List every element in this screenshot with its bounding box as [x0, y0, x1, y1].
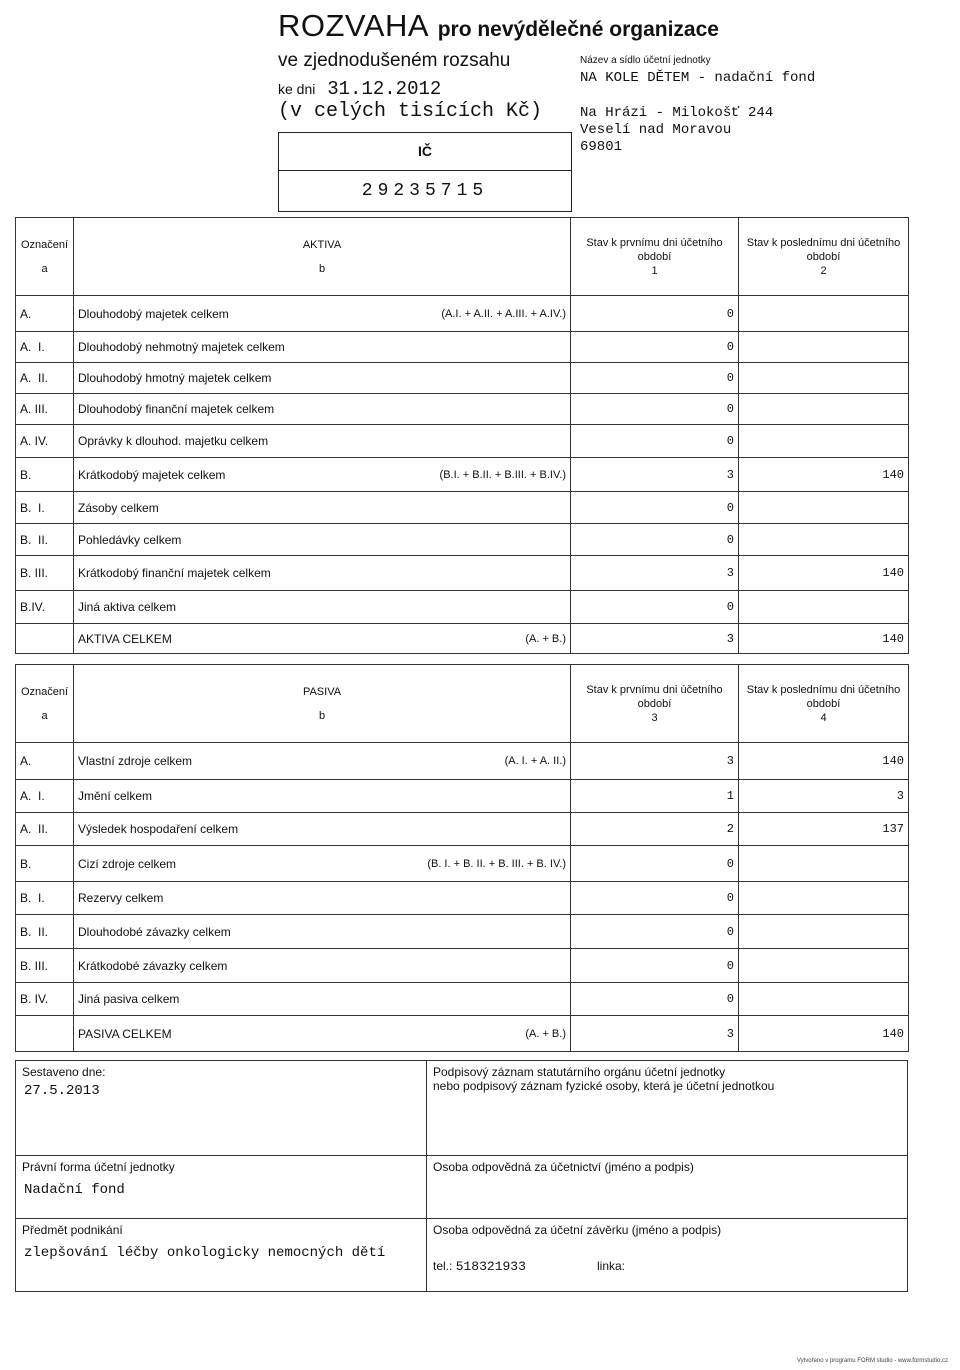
row-value-start[interactable]: 1	[571, 780, 739, 813]
date-value: 31.12.2012	[327, 78, 442, 100]
row-formula: (A. I. + A. II.)	[504, 755, 566, 767]
pasiva-col-2	[739, 665, 909, 743]
row-code	[16, 1016, 74, 1052]
row-code: A.	[16, 743, 74, 780]
row-code: B. II.	[16, 915, 74, 949]
row-value-start[interactable]: 3	[571, 556, 739, 591]
pasiva-col-1	[571, 665, 739, 743]
row-description	[74, 492, 571, 524]
row-value-start[interactable]: 2	[571, 813, 739, 846]
subtitle: ve zjednodušeném rozsahu	[278, 50, 511, 71]
pasiva-header-row	[16, 665, 909, 743]
org-zip: 69801	[580, 139, 623, 155]
row-label: Pohledávky celkem	[78, 532, 182, 547]
signature-label-1: Podpisový záznam statutárního orgánu účetní jednotky	[433, 1065, 726, 1079]
closing-person-label: Osoba odpovědná za účetní závěrku (jméno a podpis)	[433, 1223, 722, 1237]
compiled-value[interactable]: 27.5.2013	[24, 1083, 100, 1099]
row-value-end[interactable]: 140	[739, 556, 909, 591]
aktiva-col-2	[739, 218, 909, 296]
pasiva-body	[16, 743, 909, 1052]
row-formula: (B. I. + B. II. + B. III. + B. IV.)	[427, 857, 566, 870]
row-label: Dlouhodobý majetek celkem	[78, 306, 229, 321]
row-label: Dlouhodobý nehmotný majetek celkem	[78, 340, 285, 354]
row-code: A. II.	[16, 363, 74, 394]
pasiva-col-a-sub: a	[41, 709, 48, 722]
row-description	[74, 949, 571, 983]
row-label: Vlastní zdroje celkem	[78, 754, 193, 768]
row-value-start[interactable]: 3	[571, 458, 739, 492]
row-label: Rezervy celkem	[78, 891, 164, 905]
aktiva-col-2-label: Stav k poslednímu dni účetního období	[746, 236, 901, 263]
row-value-start[interactable]: 0	[571, 425, 739, 458]
business-label: Předmět podnikání	[22, 1223, 123, 1237]
row-value-start[interactable]: 0	[571, 915, 739, 949]
row-code: A. IV.	[16, 425, 74, 458]
row-value-start[interactable]: 0	[571, 882, 739, 915]
row-value-start[interactable]: 0	[571, 591, 739, 624]
ic-box	[278, 132, 572, 212]
row-value-end[interactable]: 140	[739, 1016, 909, 1052]
row-code: B.IV.	[16, 591, 74, 624]
row-code: A. I.	[16, 780, 74, 813]
row-value-end[interactable]	[739, 394, 909, 425]
row-code: A.	[16, 296, 74, 332]
row-value-end[interactable]	[739, 425, 909, 458]
row-code: A. I.	[16, 332, 74, 363]
pasiva-col-1-label: Stav k prvnímu dni účetního období	[586, 683, 723, 710]
row-formula: (A.I. + A.II. + A.III. + A.IV.)	[441, 307, 566, 320]
row-value-start[interactable]: 0	[571, 949, 739, 983]
aktiva-row	[16, 624, 909, 654]
closing-person-cell[interactable]	[426, 1218, 908, 1292]
row-value-start[interactable]: 3	[571, 624, 739, 654]
row-code	[16, 624, 74, 654]
row-description	[74, 1016, 571, 1052]
pasiva-col-2-label: Stav k poslednímu dni účetního období	[746, 683, 901, 710]
row-label: Dlouhodobé závazky celkem	[78, 924, 231, 939]
row-label: Jmění celkem	[78, 789, 153, 803]
row-description	[74, 743, 571, 780]
row-value-end[interactable]	[739, 332, 909, 363]
row-description	[74, 394, 571, 425]
aktiva-row	[16, 296, 909, 332]
pasiva-row	[16, 1016, 909, 1052]
row-description	[74, 624, 571, 654]
row-description	[74, 296, 571, 332]
row-label: Dlouhodobý finanční majetek celkem	[78, 402, 275, 416]
pasiva-col-a	[16, 665, 74, 743]
pasiva-row	[16, 743, 909, 780]
row-value-end[interactable]: 3	[739, 780, 909, 813]
pasiva-table	[15, 664, 909, 1052]
row-description	[74, 983, 571, 1016]
row-code: A. II.	[16, 813, 74, 846]
row-formula: (A. + B.)	[525, 632, 566, 645]
pasiva-row	[16, 949, 909, 983]
row-description	[74, 556, 571, 591]
signature-label-2: nebo podpisový záznam fyzické osoby, která je účetní jednotkou	[433, 1079, 775, 1093]
aktiva-col-b-label: AKTIVA	[302, 238, 342, 251]
aktiva-row	[16, 332, 909, 363]
document-title	[278, 8, 719, 44]
aktiva-row	[16, 591, 909, 624]
row-description	[74, 591, 571, 624]
row-label: Krátkodobý majetek celkem	[78, 467, 226, 482]
row-value-start[interactable]: 0	[571, 524, 739, 556]
ic-label: IČ	[279, 133, 571, 171]
row-label: PASIVA CELKEM	[78, 1026, 172, 1041]
row-description	[74, 425, 571, 458]
aktiva-header-row	[16, 218, 909, 296]
aktiva-col-1-label: Stav k prvnímu dni účetního období	[586, 236, 723, 263]
pasiva-row	[16, 780, 909, 813]
aktiva-table	[15, 217, 909, 654]
compiled-label: Sestaveno dne:	[22, 1065, 106, 1079]
title-rest: pro nevýdělečné organizace	[437, 18, 719, 41]
row-description	[74, 882, 571, 915]
org-name: NA KOLE DĚTEM - nadační fond	[580, 70, 816, 86]
date-line	[278, 78, 441, 100]
row-value-start[interactable]: 3	[571, 743, 739, 780]
row-value-end[interactable]	[739, 915, 909, 949]
accounting-person-cell[interactable]	[426, 1155, 908, 1219]
row-label: Cizí zdroje celkem	[78, 856, 177, 871]
aktiva-row	[16, 363, 909, 394]
aktiva-col-a-sub: a	[41, 262, 48, 275]
row-code: B. I.	[16, 882, 74, 915]
aktiva-col-b	[74, 218, 571, 296]
aktiva-row	[16, 425, 909, 458]
row-value-end[interactable]	[739, 363, 909, 394]
row-value-start[interactable]: 0	[571, 983, 739, 1016]
ic-value: 29235715	[361, 181, 489, 201]
unit-note: (v celých tisících Kč)	[278, 100, 543, 123]
org-city: Veselí nad Moravou	[580, 122, 732, 138]
date-label: ke dni	[278, 81, 316, 97]
row-description	[74, 458, 571, 492]
row-value-end[interactable]	[739, 949, 909, 983]
row-description	[74, 780, 571, 813]
row-description	[74, 846, 571, 882]
org-label: Název a sídlo účetní jednotky	[580, 55, 711, 66]
ext-label: linka:	[597, 1259, 626, 1273]
row-label: Jiná aktiva celkem	[78, 600, 177, 614]
aktiva-col-b-sub: b	[318, 262, 326, 275]
row-value-start[interactable]: 0	[571, 363, 739, 394]
pasiva-col-b	[74, 665, 571, 743]
row-label: Krátkodobé závazky celkem	[78, 958, 228, 973]
aktiva-row	[16, 492, 909, 524]
row-value-end[interactable]	[739, 296, 909, 332]
row-value-start[interactable]: 0	[571, 394, 739, 425]
row-description	[74, 813, 571, 846]
row-description	[74, 524, 571, 556]
row-label: Dlouhodobý hmotný majetek celkem	[78, 371, 272, 385]
pasiva-row	[16, 882, 909, 915]
pasiva-row	[16, 983, 909, 1016]
legal-form-cell	[15, 1155, 427, 1219]
pasiva-row	[16, 915, 909, 949]
pasiva-col-b-sub: b	[318, 709, 326, 722]
row-label: Jiná pasiva celkem	[78, 992, 180, 1006]
aktiva-body	[16, 296, 909, 654]
aktiva-col-a-label: Označení	[20, 238, 69, 251]
pasiva-col-b-label: PASIVA	[302, 685, 342, 698]
row-value-end[interactable]	[739, 983, 909, 1016]
row-value-start[interactable]: 0	[571, 296, 739, 332]
aktiva-col-a	[16, 218, 74, 296]
aktiva-col-2-sub: 2	[820, 264, 827, 277]
row-code: B. II.	[16, 524, 74, 556]
org-street: Na Hrázi - Milokošť 244	[580, 105, 774, 121]
business-cell	[15, 1218, 427, 1292]
title-main: ROZVAHA	[278, 8, 430, 43]
aktiva-col-1-sub: 1	[651, 264, 658, 277]
row-label: Zásoby celkem	[78, 500, 159, 515]
row-description	[74, 363, 571, 394]
pasiva-row	[16, 846, 909, 882]
row-value-end[interactable]: 140	[739, 624, 909, 654]
row-label: Krátkodobý finanční majetek celkem	[78, 566, 271, 580]
row-code: A. III.	[16, 394, 74, 425]
business-value[interactable]: zlepšování léčby onkologicky nemocných dětí	[24, 1245, 386, 1261]
row-value-end[interactable]	[739, 492, 909, 524]
row-value-end[interactable]	[739, 524, 909, 556]
row-code: B. III.	[16, 556, 74, 591]
generator-note: Vytvořeno v programu FORM studio - www.formstudio.cz	[796, 1358, 948, 1364]
phone-label: tel.:	[433, 1259, 453, 1273]
row-value-end[interactable]: 140	[739, 458, 909, 492]
row-description	[74, 915, 571, 949]
aktiva-col-1	[571, 218, 739, 296]
pasiva-row	[16, 813, 909, 846]
row-value-end[interactable]	[739, 591, 909, 624]
pasiva-col-a-label: Označení	[20, 685, 69, 698]
pasiva-col-1-sub: 3	[651, 711, 658, 724]
phone-line	[427, 1237, 907, 1274]
row-label: AKTIVA CELKEM	[78, 631, 172, 646]
accounting-person-label: Osoba odpovědná za účetnictví (jméno a podpis)	[433, 1160, 694, 1174]
aktiva-row	[16, 524, 909, 556]
row-code: B. III.	[16, 949, 74, 983]
row-value-start[interactable]: 0	[571, 492, 739, 524]
row-value-end[interactable]: 140	[739, 743, 909, 780]
row-code: B.	[16, 458, 74, 492]
row-value-end[interactable]	[739, 846, 909, 882]
row-code: B.	[16, 846, 74, 882]
row-formula: (A. + B.)	[525, 1027, 566, 1040]
legal-form-label: Právní forma účetní jednotky	[22, 1160, 175, 1174]
row-value-end[interactable]	[739, 882, 909, 915]
row-formula: (B.I. + B.II. + B.III. + B.IV.)	[439, 468, 566, 481]
row-label: Výsledek hospodaření celkem	[78, 822, 239, 836]
phone-value[interactable]: 518321933	[455, 1259, 526, 1274]
row-code: B. I.	[16, 492, 74, 524]
aktiva-row	[16, 556, 909, 591]
row-label: Oprávky k dlouhod. majetku celkem	[78, 434, 269, 448]
row-value-start[interactable]: 0	[571, 846, 739, 882]
legal-form-value[interactable]: Nadační fond	[24, 1182, 125, 1198]
row-code: B. IV.	[16, 983, 74, 1016]
row-value-end[interactable]: 137	[739, 813, 909, 846]
aktiva-row	[16, 458, 909, 492]
row-description	[74, 332, 571, 363]
aktiva-row	[16, 394, 909, 425]
signature-cell	[426, 1060, 908, 1156]
compiled-cell	[15, 1060, 427, 1156]
pasiva-col-2-sub: 4	[820, 711, 827, 724]
row-value-start[interactable]: 3	[571, 1016, 739, 1052]
row-value-start[interactable]: 0	[571, 332, 739, 363]
